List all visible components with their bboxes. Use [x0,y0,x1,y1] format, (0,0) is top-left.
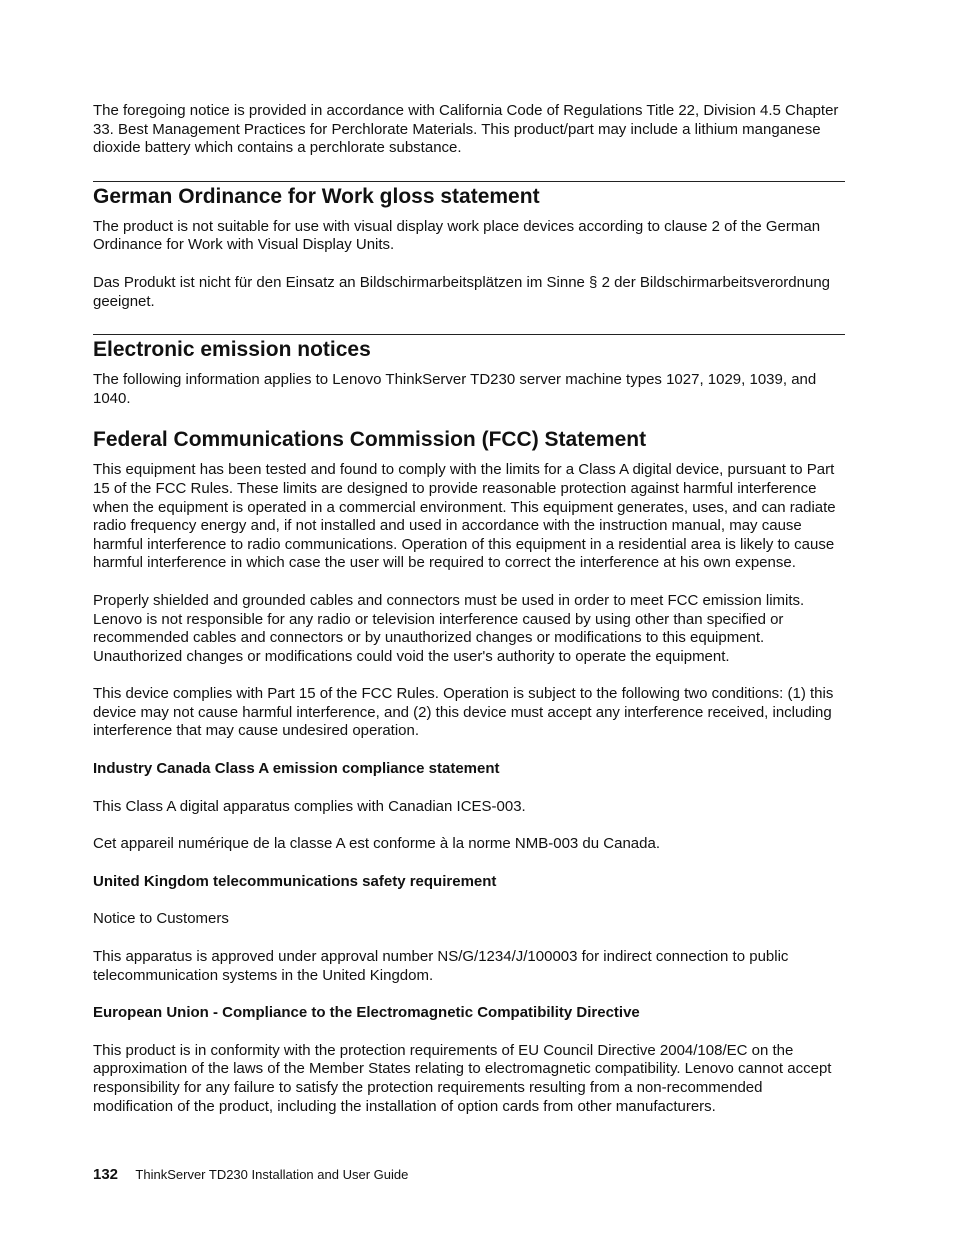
fcc-statement-text-2: Properly shielded and grounded cables and connectors must be used in order to meet FCC emission limits. Lenovo is not responsible for any radio or television interference caused by using other than specified or recommended cables and connectors or by unauthorized changes or modifications to this equipment. Unauthorized changes or modifications could void the user's authority to operate the equipment. [93,591,805,665]
industry-canada-text-en: This Class A digital apparatus complies with Canadian ICES-003. [93,797,526,815]
fcc-statement-text-3: This device complies with Part 15 of the FCC Rules. Operation is subject to the following two conditions: (1) this device may not cause harmful interference, and (2) this device must accept any interference received, including interference that may cause undesired operation. [93,685,834,740]
eu-emc-text: This product is in conformity with the protection requirements of EU Council Directive 2004/108/EC on the approximation of the laws of the Member States relating to electromagnetic compatibility. Lenovo cannot accept responsibility for any failure to satisfy the protection requirements resulting from a non-recommended modification of the product, including the installation of option cards from other manufacturers. [93,1041,832,1115]
industry-canada-text-fr: Cet appareil numérique de la classe A est conforme à la norme NMB-003 du Canada. [93,835,660,853]
emission-notices-heading: Electronic emission notices [93,338,371,362]
german-ordinance-heading: German Ordinance for Work gloss statement [93,184,540,208]
german-ordinance-text-en: The product is not suitable for use with visual display work place devices according to clause 2 of the German Ordinance for Work with Visual Display Units. [93,217,821,254]
industry-canada-heading: Industry Canada Class A emission compliance statement [93,760,500,778]
page-number: 132 [93,1166,119,1183]
uk-telecom-heading: United Kingdom telecommunications safety requirement [93,872,497,890]
fcc-statement-text-1: This equipment has been tested and found to comply with the limits for a Class A digital device, pursuant to Part 15 of the FCC Rules. These limits are designed to provide reasonable protection against harmful interference when the equipment is operated in a commercial environment. This equipment generates, uses, and can radiate radio frequency energy and, if not installed and used in accordance with the instruction manual, may cause harmful interference to radio communications. Operation of this equipment in a residential area is likely to cause harmful interference in which case the user will be required to correct the interference at his own expense. [93,461,836,572]
fcc-statement-heading: Federal Communications Commission (FCC) Statement [93,428,647,452]
uk-telecom-text: This apparatus is approved under approval number NS/G/1234/J/100003 for indirect connection to public telecommunication systems in the United Kingdom. [93,948,789,984]
uk-telecom-notice-label: Notice to Customers [93,910,229,928]
document-page [93,102,845,1116]
eu-emc-heading: European Union - Compliance to the Electromagnetic Compatibility Directive [93,1004,640,1022]
section-divider [93,334,845,335]
section-divider [93,181,845,182]
document-title: ThinkServer TD230 Installation and User Guide [135,1167,409,1182]
page-footer [93,1166,408,1184]
german-ordinance-text-de: Das Produkt ist nicht für den Einsatz an Bildschirmarbeitsplätzen im Sinne § 2 der Bildschirmarbeitsverordnung geeignet. [93,273,831,310]
emission-notices-text: The following information applies to Lenovo ThinkServer TD230 server machine types 1027, 1029, 1039, and 1040. [93,371,817,407]
perchlorate-notice: The foregoing notice is provided in accordance with California Code of Regulations Title 22, Division 4.5 Chapter 33. Best Management Practices for Perchlorate Materials. This product/part may include a lithium manganese dioxide battery which contains a perchlorate substance. [93,102,839,157]
